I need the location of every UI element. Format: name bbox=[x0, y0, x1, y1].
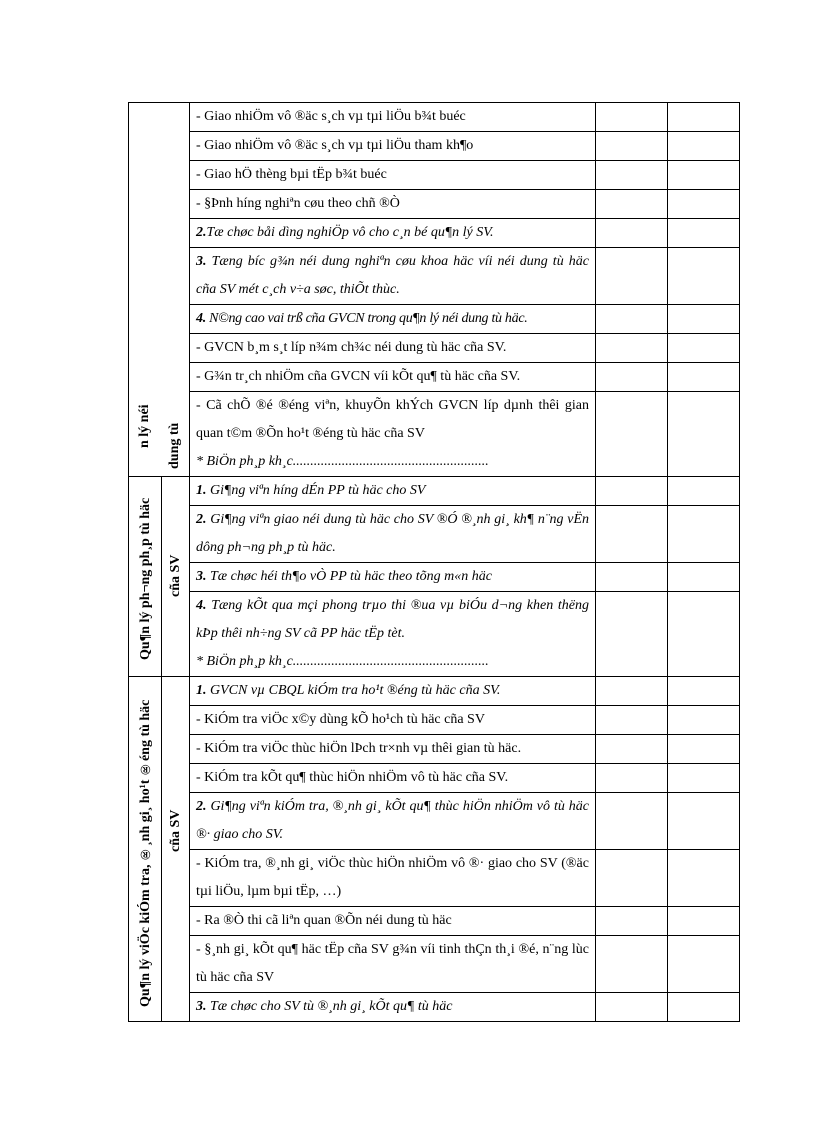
item-number: 4. bbox=[196, 598, 207, 613]
item-number: 2. bbox=[196, 799, 207, 814]
section3-header-line-b: cña SV bbox=[168, 809, 183, 853]
criteria-cell bbox=[190, 677, 596, 706]
rating-cell bbox=[668, 363, 740, 392]
table-row bbox=[129, 677, 740, 706]
rating-cell bbox=[668, 506, 740, 563]
criteria-cell bbox=[190, 793, 596, 850]
rating-cell bbox=[596, 103, 668, 132]
rating-cell bbox=[668, 735, 740, 764]
criteria-text: Gi¶ng viªn kiÓm tra, ®¸nh gi¸ kÕt qu¶ thùc hiÖn nhiÖm vô tù häc ®· giao cho SV. bbox=[196, 799, 589, 842]
criteria-cell bbox=[190, 334, 596, 363]
rating-cell bbox=[596, 506, 668, 563]
rating-cell bbox=[668, 850, 740, 907]
rating-cell bbox=[596, 392, 668, 477]
rating-cell bbox=[668, 706, 740, 735]
criteria-cell bbox=[190, 103, 596, 132]
item-number: 4. bbox=[196, 311, 206, 326]
table-row bbox=[129, 305, 740, 334]
section2-header-line-b: cña SV bbox=[168, 554, 183, 598]
criteria-cell bbox=[190, 132, 596, 161]
table-row bbox=[129, 219, 740, 248]
criteria-cell bbox=[190, 477, 596, 506]
criteria-text: Gi¶ng viªn giao néi dung tù häc cho SV ®Ó ®¸nh gi¸ kh¶ n¨ng vËn dông ph¬ng ph¸p tù häc. bbox=[196, 512, 590, 555]
section1-header-line-b: dung tù bbox=[166, 422, 182, 470]
rating-cell bbox=[596, 334, 668, 363]
section1-header-line-a: n lý néi bbox=[136, 404, 152, 448]
rating-cell bbox=[596, 219, 668, 248]
rating-cell bbox=[668, 190, 740, 219]
criteria-cell bbox=[190, 363, 596, 392]
table-row bbox=[129, 392, 740, 477]
table-row bbox=[129, 248, 740, 305]
table-row bbox=[129, 132, 740, 161]
criteria-text: Tæ chøc héi th¶o vÒ PP tù häc theo tõng m«n häc bbox=[210, 569, 492, 584]
criteria-cell bbox=[190, 764, 596, 793]
section1-header-cell bbox=[129, 103, 190, 477]
item-number: 3. bbox=[196, 999, 207, 1014]
table-row bbox=[129, 993, 740, 1022]
criteria-cell bbox=[190, 305, 596, 334]
criteria-text: - KiÓm tra, ®¸nh gi¸ viÖc thùc hiÖn nhiÖm vô ®· giao cho SV (®äc tµi liÖu, lµm bµi tËp, …) bbox=[196, 856, 589, 899]
rating-cell bbox=[596, 248, 668, 305]
criteria-cell bbox=[190, 219, 596, 248]
rating-cell bbox=[668, 793, 740, 850]
criteria-text: Tæng kÕt qua mçi phong trµo thi ®ua vµ biÓu d¬ng khen thëng kÞp thêi nh÷ng SV cã PP häc tËp tèt. bbox=[196, 598, 589, 641]
rating-cell bbox=[668, 248, 740, 305]
section3-header-line-a: Qu¶n lý viÖc kiÓm tra, ®¸nh gi¸ ho¹t ®éng tù häc bbox=[137, 699, 153, 1007]
criteria-text: - KiÓm tra viÖc x©y dùng kÕ ho¹ch tù häc cña SV bbox=[196, 712, 485, 727]
rating-cell bbox=[596, 190, 668, 219]
rating-cell bbox=[596, 563, 668, 592]
criteria-cell bbox=[190, 248, 596, 305]
table-row bbox=[129, 764, 740, 793]
table-row bbox=[129, 793, 740, 850]
rating-cell bbox=[668, 392, 740, 477]
item-number: 1. bbox=[196, 683, 207, 698]
rating-cell bbox=[596, 936, 668, 993]
table-row bbox=[129, 706, 740, 735]
table-row bbox=[129, 103, 740, 132]
criteria-cell bbox=[190, 563, 596, 592]
other-measures-text: * BiÖn ph¸p kh¸c........................................................ bbox=[196, 454, 489, 469]
item-number: 3. bbox=[196, 254, 207, 269]
item-number: 2. bbox=[196, 225, 207, 240]
rating-cell bbox=[668, 677, 740, 706]
rating-cell bbox=[596, 477, 668, 506]
criteria-text: N©ng cao vai trß cña GVCN trong qu¶n lý néi dung tù häc. bbox=[209, 311, 528, 326]
criteria-cell bbox=[190, 907, 596, 936]
criteria-text: - §¸nh gi¸ kÕt qu¶ häc tËp cña SV g¾n víi tinh thÇn th¸i ®é, n¨ng lùc tù häc cña SV bbox=[196, 942, 589, 985]
criteria-text: - Giao nhiÖm vô ®äc s¸ch vµ tµi liÖu b¾t buéc bbox=[196, 109, 466, 124]
criteria-text: - Cã chÕ ®é ®éng viªn, khuyÕn khÝch GVCN líp dµnh thêi gian quan t©m ®Õn ho¹t ®éng tù häc cña SV bbox=[196, 398, 589, 441]
table-row bbox=[129, 477, 740, 506]
criteria-text: - KiÓm tra viÖc thùc hiÖn lÞch tr×nh vµ thêi gian tù häc. bbox=[196, 741, 522, 756]
section3-header-cell-a bbox=[129, 677, 162, 1022]
criteria-text: - Ra ®Ò thi cã liªn quan ®Õn néi dung tù häc bbox=[196, 913, 452, 928]
criteria-text: - KiÓm tra kÕt qu¶ thùc hiÖn nhiÖm vô tù häc cña SV. bbox=[196, 770, 509, 785]
rating-cell bbox=[596, 907, 668, 936]
table-row bbox=[129, 936, 740, 993]
rating-cell bbox=[668, 132, 740, 161]
rating-cell bbox=[668, 907, 740, 936]
rating-cell bbox=[596, 677, 668, 706]
rating-cell bbox=[596, 993, 668, 1022]
table-row bbox=[129, 907, 740, 936]
table-row bbox=[129, 735, 740, 764]
table-row bbox=[129, 190, 740, 219]
criteria-cell bbox=[190, 392, 596, 477]
table-row bbox=[129, 592, 740, 677]
rating-cell bbox=[668, 219, 740, 248]
table-row bbox=[129, 563, 740, 592]
criteria-cell bbox=[190, 706, 596, 735]
assessment-table bbox=[128, 102, 740, 1022]
criteria-cell bbox=[190, 592, 596, 677]
rating-cell bbox=[668, 563, 740, 592]
criteria-cell bbox=[190, 735, 596, 764]
criteria-text: GVCN vµ CBQL kiÓm tra ho¹t ®éng tù häc cña SV. bbox=[210, 683, 501, 698]
rating-cell bbox=[668, 161, 740, 190]
rating-cell bbox=[596, 735, 668, 764]
criteria-text: - Giao hÖ thèng bµi tËp b¾t buéc bbox=[196, 167, 387, 182]
criteria-cell bbox=[190, 190, 596, 219]
criteria-text: - GVCN b¸m s¸t líp n¾m ch¾c néi dung tù häc cña SV. bbox=[196, 340, 507, 355]
criteria-text: - Giao nhiÖm vô ®äc s¸ch vµ tµi liÖu tham kh¶o bbox=[196, 138, 474, 153]
other-measures-text: * BiÖn ph¸p kh¸c........................................................ bbox=[196, 654, 489, 669]
rating-cell bbox=[596, 764, 668, 793]
rating-cell bbox=[668, 334, 740, 363]
criteria-text: Tæ chøc cho SV tù ®¸nh gi¸ kÕt qu¶ tù häc bbox=[210, 999, 453, 1014]
rating-cell bbox=[668, 993, 740, 1022]
section2-header-cell-b bbox=[162, 477, 190, 677]
rating-cell bbox=[596, 850, 668, 907]
criteria-cell bbox=[190, 993, 596, 1022]
table-row bbox=[129, 506, 740, 563]
rating-cell bbox=[596, 161, 668, 190]
rating-cell bbox=[596, 305, 668, 334]
rating-cell bbox=[668, 305, 740, 334]
section2-header-line-a: Qu¶n lý ph¬ng ph¸p tù häc bbox=[137, 497, 153, 661]
rating-cell bbox=[596, 706, 668, 735]
criteria-text: - G¾n tr¸ch nhiÖm cña GVCN víi kÕt qu¶ tù häc cña SV. bbox=[196, 369, 521, 384]
criteria-cell bbox=[190, 850, 596, 907]
rating-cell bbox=[668, 592, 740, 677]
table-row bbox=[129, 161, 740, 190]
table-row bbox=[129, 334, 740, 363]
item-number: 3. bbox=[196, 569, 207, 584]
item-number: 2. bbox=[196, 512, 207, 527]
criteria-text: Tæng bíc g¾n néi dung nghiªn cøu khoa häc víi néi dung tù häc cña SV mét c¸ch v÷a søc, thiÕt thùc. bbox=[196, 254, 589, 297]
criteria-cell bbox=[190, 161, 596, 190]
rating-cell bbox=[668, 936, 740, 993]
table-row bbox=[129, 363, 740, 392]
rating-cell bbox=[596, 363, 668, 392]
criteria-text: Gi¶ng viªn híng dÉn PP tù häc cho SV bbox=[210, 483, 426, 498]
criteria-cell bbox=[190, 936, 596, 993]
section3-header-cell-b bbox=[162, 677, 190, 1022]
rating-cell bbox=[668, 764, 740, 793]
item-number: 1. bbox=[196, 483, 207, 498]
table-row bbox=[129, 850, 740, 907]
criteria-text: Tæ chøc båi dìng nghiÖp vô cho c¸n bé qu¶n lý SV. bbox=[206, 225, 494, 240]
rating-cell bbox=[668, 103, 740, 132]
criteria-text: - §Þnh híng nghiªn cøu theo chñ ®Ò bbox=[196, 196, 400, 211]
section2-header-cell-a bbox=[129, 477, 162, 677]
rating-cell bbox=[596, 132, 668, 161]
criteria-cell bbox=[190, 506, 596, 563]
rating-cell bbox=[596, 592, 668, 677]
rating-cell bbox=[668, 477, 740, 506]
rating-cell bbox=[596, 793, 668, 850]
